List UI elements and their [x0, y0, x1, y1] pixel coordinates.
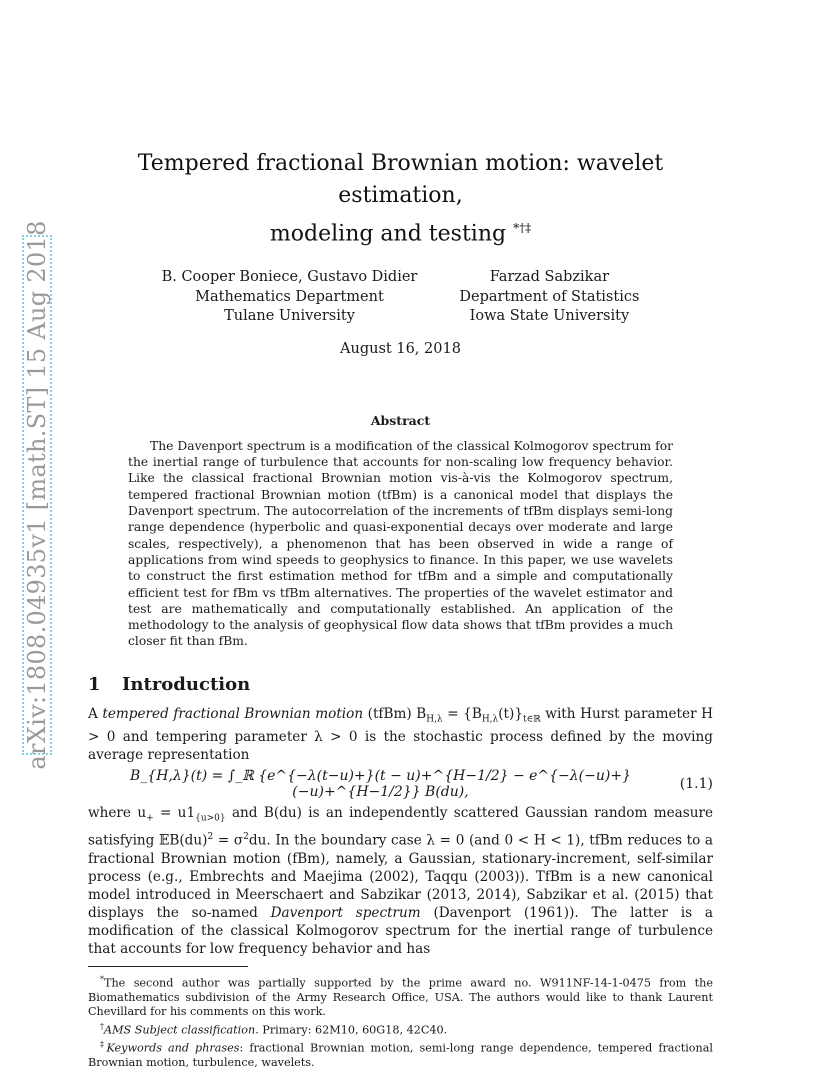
title-footnote-marks: *†‡	[513, 221, 532, 235]
footnote-mark: †	[100, 1021, 104, 1031]
abstract-heading: Abstract	[370, 412, 431, 428]
abstract-text: The Davenport spectrum is a modification of the classical Kolmogorov spectrum for the inertial range of turbulence that accounts for non-scaling low frequency behavior. Like the classical fractional Brownian motion vis-à-vis the Kolmogorov spectrum, tempered fractional Brownian motion (tfBm) is a canonical model that displays the Davenport spectrum. The autocorrelation of the increments of tfBm displays semi-long range dependence (hyperbolic and quasi-exponential decays over moderate and large scales, respectively), a phenomenon that has been observed in wide a range of applications from wind speeds to geophysics to finance. In this paper, we use wavelets to construct the first estimation method for tfBm and a simple and computationally efficient test for fBm vs tfBm alternatives. The properties of the wavelet estimator and test are mathematically and computationally established. An application of the methodology to the analysis of geophysical flow data shows that tfBm provides a much closer fit than fBm.	[128, 438, 673, 649]
author-block-tulane	[162, 268, 418, 327]
equation-1-1	[88, 768, 713, 800]
footnote-funding	[88, 973, 713, 1020]
author-university: Tulane University	[224, 308, 355, 325]
text-run: where u	[88, 805, 147, 822]
paper-title	[88, 148, 713, 250]
author-department: Department of Statistics	[459, 288, 640, 305]
section-title: Introduction	[122, 673, 251, 695]
text-run: A	[88, 705, 103, 722]
section-heading	[88, 674, 713, 695]
text-run: = {B	[442, 705, 482, 722]
equation-number: (1.1)	[679, 776, 713, 793]
section-number: 1	[88, 673, 101, 695]
text-run: with Hurst parameter H > 0 and tempering parameter λ > 0 is the stochastic process defined by the moving average representation	[88, 705, 713, 764]
footnote-label: Keywords and phrases	[106, 1041, 240, 1055]
title-line-2: modeling and testing	[269, 221, 507, 247]
author-names: Farzad Sabzikar	[489, 269, 610, 286]
footnote-ams	[88, 1020, 713, 1038]
intro-paragraph-2: where $u_+ = u1_{\{u>0\}}$ and B(du) is an independently scattered Gaussian random measure satisfying 𝔼B(du)$^2$ = $\sigma^2du$. In the boundary case λ = 0 (and 0 < H < 1), tfBm reduces to a fractional Brownian motion (fBm), namely, a Gaussian, stationary-increment, self-similar process (e.g., Embrechts and Maejima (2002), Taqqu (2003)). TfBm is a new canonical model introduced in Meerschaert and Sabzikar (2013, 2014), Sabzikar et al. (2015) that displays the so-named Davenport spectrum (Davenport (1961)). The latter is a modification of the classical Kolmogorov spectrum for the inertial range of turbulence that accounts for low frequency behavior and has	[88, 805, 714, 957]
footnote-mark: ‡	[100, 1040, 107, 1050]
text-run: and B(du) is an independently scattered Gaussian random measure satisfying 𝔼B(du)	[88, 805, 714, 849]
footnote-text: The second author was partially supported by the prime award no. W911NF-14-1-0475 from the Biomathematics subdivision of the Army Research Office, USA. The authors would like to thank Laurent Chevillard for his comments on this work.	[88, 976, 713, 1019]
footnote-text: . Primary: 62M10, 60G18, 42C40.	[255, 1023, 448, 1037]
text-run: = u1	[153, 805, 196, 822]
footnote-keywords	[88, 1038, 713, 1071]
equation-text: B_{H,λ}(t) = ∫_ℝ {e^{−λ(t−u)+}(t − u)+^{H−1/2} − e^{−λ(−u)+}(−u)+^{H−1/2}} B(du),	[130, 768, 631, 801]
arxiv-sidebar	[22, 220, 52, 770]
author-names: B. Cooper Boniece, Gustavo Didier	[161, 269, 418, 286]
text-run: du. In the boundary case λ = 0 (and 0 < H < 1), tfBm reduces to a fractional Brownian motion (fBm), namely, a Gaussian, stationary-increment, self-similar process (e.g., Embrechts and Maejima (2002), Taqqu (2003)). TfBm is a new canonical model introduced in Meerschaert and Sabzikar (2013, 2014), Sabzikar et al. (2015) that displays the so-named	[88, 832, 714, 921]
author-university: Iowa State University	[469, 308, 630, 325]
footnote-divider	[88, 966, 248, 967]
italic-term: tempered fractional Brownian motion	[102, 705, 364, 722]
text-run: (Davenport (1961)). The latter is a modification of the classical Kolmogorov spectrum for the inertial range of turbulence that accounts for low frequency behavior and has	[88, 904, 713, 957]
paper-date: August 16, 2018	[340, 340, 461, 357]
footnotes	[88, 973, 713, 1071]
footnote-mark: *	[100, 974, 104, 984]
title-line-1: Tempered fractional Brownian motion: wavelet estimation,	[137, 151, 664, 208]
footnote-label: AMS Subject classification	[104, 1023, 256, 1037]
italic-term: Davenport spectrum	[270, 904, 421, 921]
text-run: (tfBm) B	[363, 705, 427, 722]
intro-paragraph-1: A tempered fractional Brownian motion (tfBm) $B_{H,\lambda} = \{B_{H,\lambda}(t)\}_{t\in ℝ}$ with Hurst parameter H > 0 and tempering parameter λ > 0 is the stochastic process defined by the moving average representation	[88, 705, 713, 764]
text-run: = σ	[213, 832, 244, 849]
footnote-text: : fractional Brownian motion, semi-long range dependence, tempered fractional Brownian motion, turbulence, wavelets.	[88, 1041, 714, 1070]
authors	[88, 268, 713, 327]
text-run: (t)}	[498, 705, 523, 722]
author-block-iowa	[459, 268, 639, 327]
paper-page	[88, 148, 713, 1071]
author-department: Mathematics Department	[195, 288, 384, 305]
arxiv-identifier: arXiv:1808.04935v1 [math.ST] 15 Aug 2018	[23, 220, 51, 770]
